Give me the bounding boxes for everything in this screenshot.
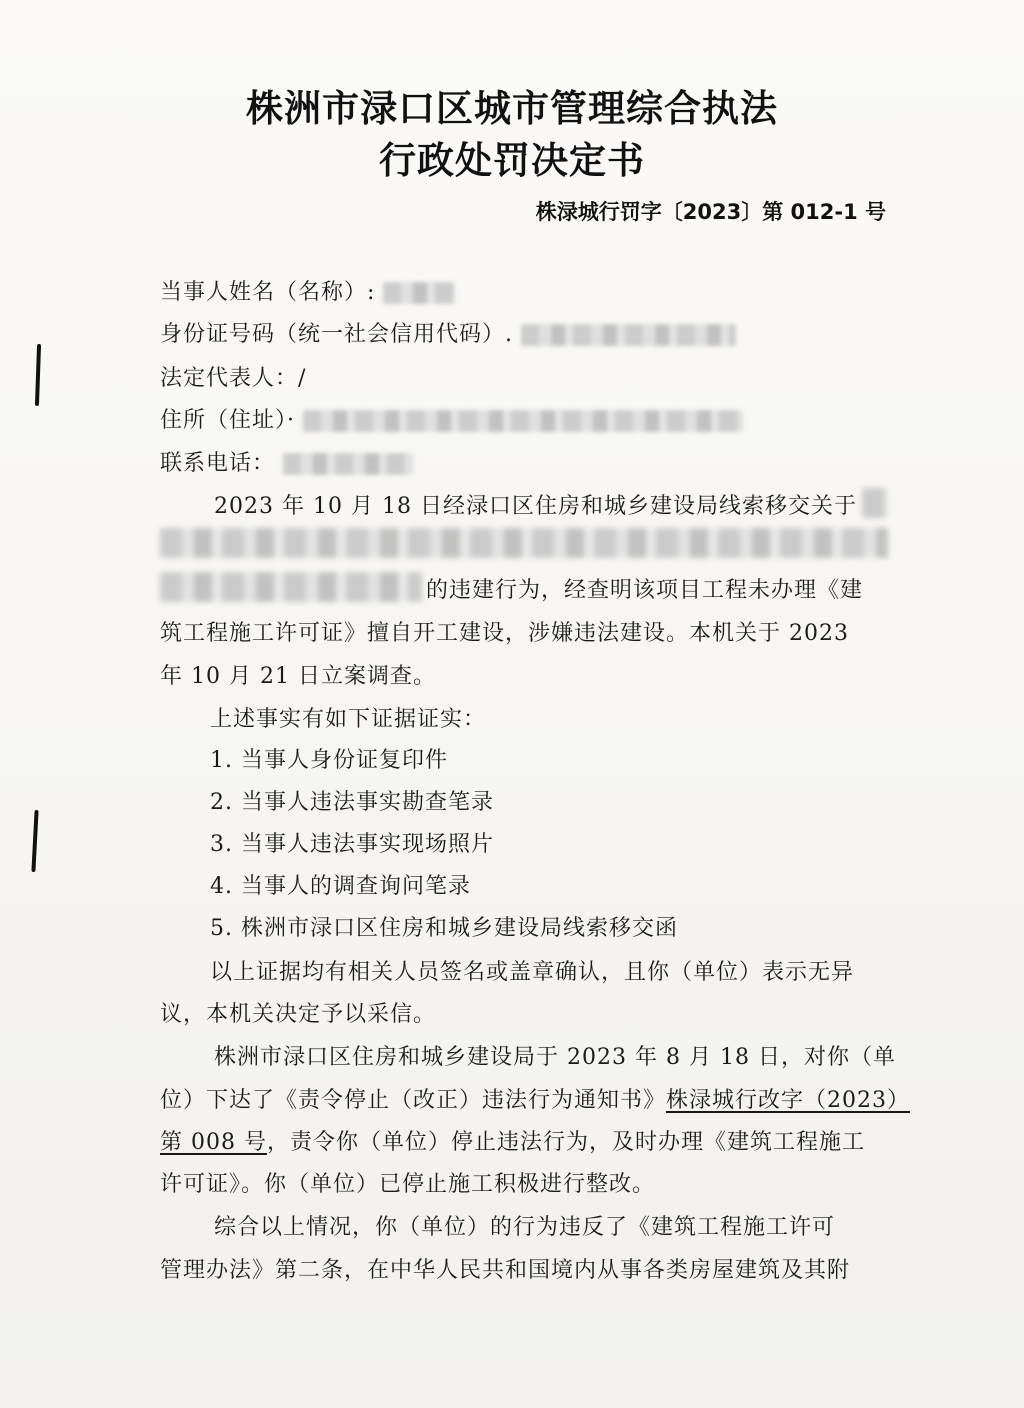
rectification-notice-number: 株渌城行改字（2023） [666,1088,911,1113]
evidence-item: 1. 当事人身份证复印件 [210,748,448,773]
party-address-label: 住所（住址）· [160,408,295,433]
para4-line2 [160,1083,910,1114]
document-title-line1: 株洲市渌口区城市管理综合执法 [246,87,778,130]
evidence-item: 2. 当事人违法事实勘查笔录 [210,790,494,815]
evidence-item: 5. 株洲市渌口区住房和城乡建设局线索移交函 [210,916,678,941]
party-phone-row [160,446,413,477]
evidence-item: 3. 当事人违法事实现场照片 [210,832,494,857]
party-id-row [160,317,736,348]
para1-line3: 的违建行为，经查明该项目工程未办理《建 [426,578,864,603]
evidence-intro: 上述事实有如下证据证实： [210,707,487,732]
redacted-project-line [160,528,888,558]
redacted-address [303,410,743,432]
para1-line1: 2023 年 10 月 18 日经渌口区住房和城乡建设局线索移交关于 [214,494,857,519]
para1-line4: 筑工程施工许可证》擅自开工建设，涉嫌违法建设。本机关于 2023 [160,621,849,646]
redacted-id [521,324,736,346]
legal-rep-row: 法定代表人：/ [160,366,307,391]
party-name-label: 当事人姓名（名称）: [160,280,376,305]
para3-line1: 以上证据均有相关人员签名或盖章确认，且你（单位）表示无异 [210,960,855,985]
document-title-line2: 行政处罚决定书 [379,139,645,182]
party-name-row [160,275,455,306]
document-number: 株渌城行罚字〔2023〕第 012-1 号 [535,200,886,224]
binding-mark [35,344,41,406]
para4-line1: 株洲市渌口区住房和城乡建设局于 2023 年 8 月 18 日，对你（单 [214,1045,896,1070]
para4-line2-text: 位）下达了《责令停止（改正）违法行为通知书》 [160,1088,667,1113]
redacted-project-head [160,572,422,602]
para4-line3 [160,1125,865,1156]
party-phone-label: 联系电话： [160,451,276,476]
redacted-project-tail [862,488,888,518]
redacted-name [383,282,455,304]
para5-line2: 管理办法》第二条，在中华人民共和国境内从事各类房屋建筑及其附 [160,1258,851,1283]
para4-line4: 许可证》。你（单位）已停止施工积极进行整改。 [160,1172,656,1197]
party-address-row [160,403,743,434]
rectification-notice-serial: 第 008 号 [160,1130,267,1155]
para1-line5: 年 10 月 21 日立案调查。 [160,664,436,689]
party-id-label: 身份证号码（统一社会信用代码）. [160,322,513,347]
redacted-phone [283,453,413,475]
para3-line2: 议，本机关决定予以采信。 [160,1002,437,1027]
para5-line1: 综合以上情况，你（单位）的行为违反了《建筑工程施工许可 [214,1215,836,1240]
binding-mark [31,810,38,872]
para4-line3-text: ，责令你（单位）停止违法行为，及时办理《建筑工程施工 [266,1130,865,1155]
evidence-item: 4. 当事人的调查询问笔录 [210,874,471,899]
